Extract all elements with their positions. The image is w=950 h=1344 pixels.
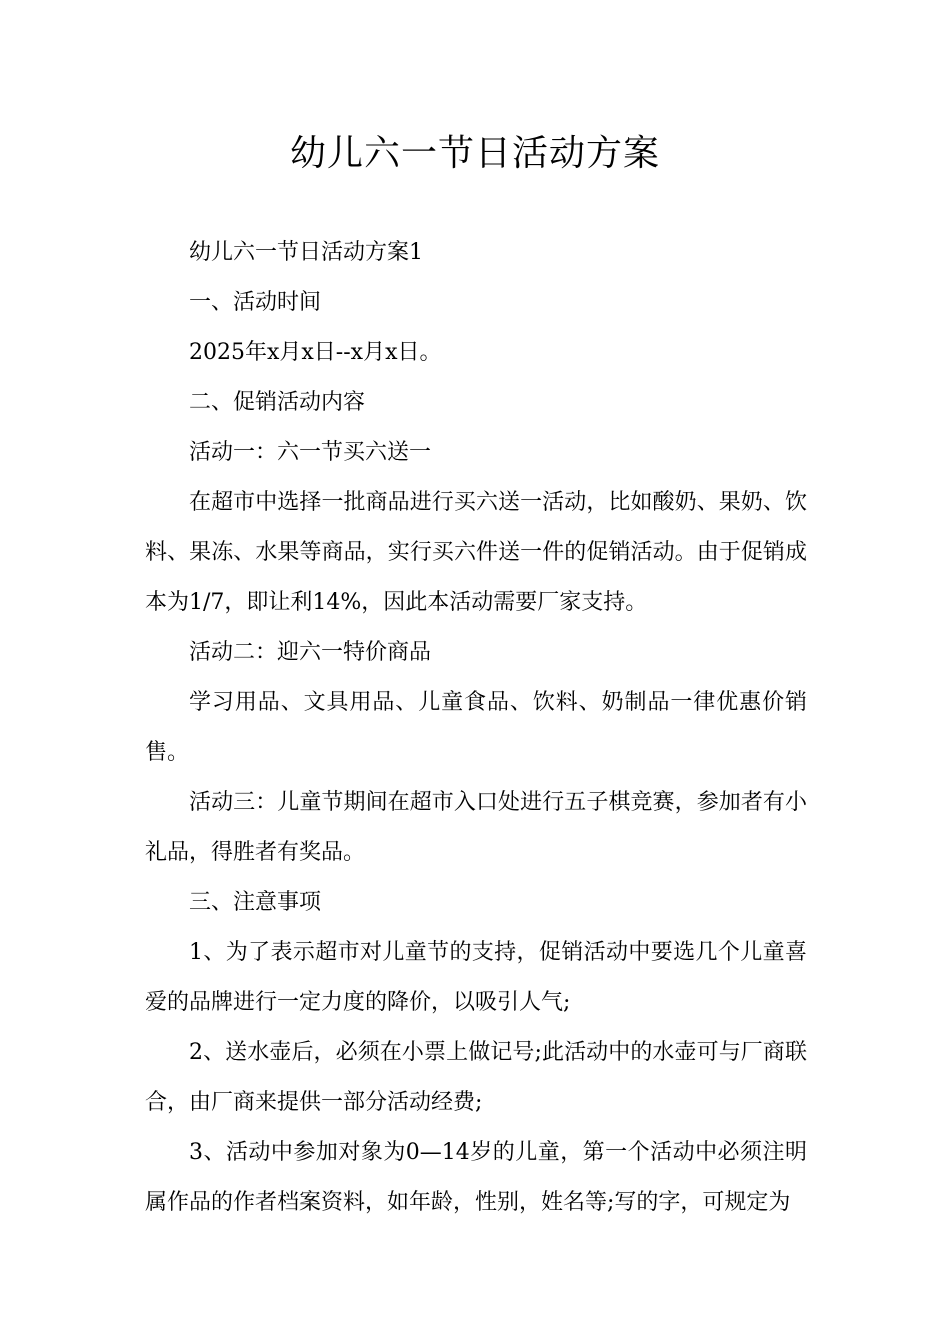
document-title: 幼儿六一节日活动方案 — [289, 133, 660, 174]
activity-one-heading: 活动一：六一节买六送一 — [189, 440, 432, 465]
paragraph-date: 2025年x月x日--x月x日。 — [189, 340, 442, 365]
activity-two-text: 学习用品、文具用品、儿童食品、饮料、奶制品一律优惠价销售。 — [145, 690, 807, 765]
paragraph-heading: 幼儿六一节日活动方案1 — [189, 240, 423, 265]
note-item: 3、活动中参加对象为0—14岁的儿童，第一个活动中必须注明属作品的作者档案资料，如年龄，性别，姓名等;写的字，可规定为 — [145, 1140, 807, 1215]
activity-three-text: 活动三：儿童节期间在超市入口处进行五子棋竞赛，参加者有小礼品，得胜者有奖品。 — [145, 790, 807, 865]
section-heading-promotion: 二、促销活动内容 — [189, 390, 366, 415]
activity-two-heading: 活动二：迎六一特价商品 — [189, 640, 432, 665]
section-heading-time: 一、活动时间 — [189, 290, 322, 315]
note-item: 1、为了表示超市对儿童节的支持，促销活动中要选几个儿童喜爱的品牌进行一定力度的降价，以吸引人气; — [145, 940, 807, 1015]
activity-one-text: 在超市中选择一批商品进行买六送一活动，比如酸奶、果奶、饮料、果冻、水果等商品，实行买六件送一件的促销活动。由于促销成本为1/7，即让利14%，因此本活动需要厂家支持。 — [145, 490, 807, 615]
note-item: 2、送水壶后，必须在小票上做记号;此活动中的水壶可与厂商联合，由厂商来提供一部分活动经费; — [145, 1040, 807, 1115]
section-heading-notes: 三、注意事项 — [189, 890, 322, 915]
document-body — [145, 228, 807, 1228]
